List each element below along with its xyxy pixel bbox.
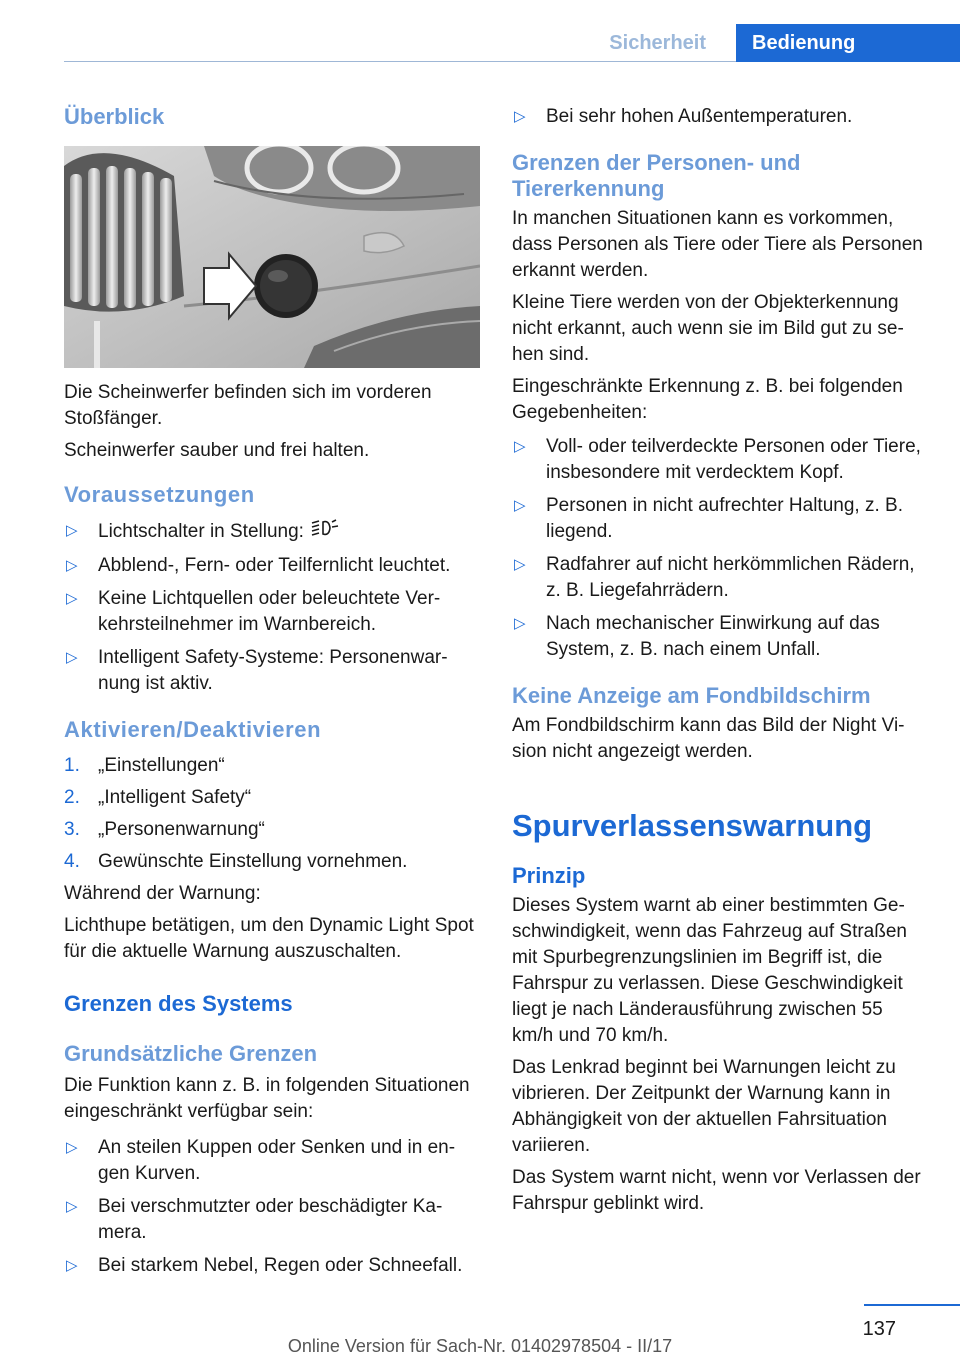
step-item: 3. „Personenwarnung“	[64, 819, 265, 840]
warning-paragraph-1: Während der Warnung:	[64, 883, 261, 904]
activate-heading: Aktivieren/Deaktivieren	[64, 717, 322, 742]
basic-limits-heading: Grundsätzliche Grenzen	[64, 1041, 318, 1066]
prerequisites-list	[64, 518, 480, 697]
step-item: 4. Gewünschte Einstellung vornehmen.	[64, 851, 408, 872]
step-item: 2. „Intelligent Safety“	[64, 787, 252, 808]
list-item: ▷ Voll- oder teilverdeckte Personen oder Tiere, insbesondere mit verdecktem Kopf.	[514, 436, 921, 483]
list-item: ▷ Intelligent Safety-Systeme: Personenwarnung ist aktiv.	[66, 647, 448, 694]
warning-paragraph-2: Lichthupe betätigen, um den Dynamic Light Spot für die aktuelle Warnung auszuschalten.	[64, 915, 474, 962]
activate-steps	[64, 753, 480, 875]
triangle-bullet-icon: ▷	[514, 497, 526, 514]
list-item: ▷ Abblend-, Fern- oder Teilfernlicht leuchtet.	[64, 553, 480, 579]
page-number: 137	[862, 1318, 896, 1340]
lane-departure-heading: Spurverlassenswarnung	[512, 808, 873, 843]
intro-paragraph-1: Die Scheinwerfer befinden sich im vorderen Stoßfänger.	[64, 382, 432, 429]
overview-heading: Überblick	[64, 104, 165, 129]
list-item: ▷ Radfahrer auf nicht herkömmlichen Rädern, z. B. Liegefahrrädern.	[514, 554, 915, 601]
step-item: 1. „Einstellungen“	[64, 755, 225, 776]
person-paragraph-1: In manchen Situationen kann es vorkommen, dass Personen als Tiere oder Tiere als Personen erkannt werden.	[512, 208, 923, 281]
list-item: ▷ Personen in nicht aufrechter Haltung, z. B. liegend.	[514, 495, 903, 542]
list-item: ▷ Bei starkem Nebel, Regen oder Schneefall.	[64, 1253, 480, 1279]
online-version-footer: Online Version für Sach-Nr. 01402978504 - II/17	[287, 1336, 673, 1356]
list-item: ▷ Bei verschmutzter oder beschädigter Kamera.	[66, 1196, 443, 1243]
person-paragraph-2: Kleine Tiere werden von der Objekterkennung nicht erkannt, auch wenn sie im Bild gut zu sehen sind.	[512, 292, 904, 365]
principle-heading: Prinzip	[512, 863, 586, 888]
rear-display-paragraph: Am Fondbildschirm kann das Bild der Night Vision nicht angezeigt werden.	[512, 715, 905, 762]
headlight-photo	[64, 146, 480, 368]
triangle-bullet-icon: ▷	[66, 1139, 78, 1156]
principle-paragraph-2: Das Lenkrad beginnt bei Warnungen leicht zu vibrieren. Der Zeitpunkt der Warnung kann in Abhängigkeit von der aktuellen Fahrsituation variieren.	[512, 1057, 896, 1156]
triangle-bullet-icon: ▷	[66, 1198, 78, 1215]
person-limits-list	[512, 434, 928, 663]
list-item: ▷ Bei sehr hohen Außentemperaturen.	[512, 104, 928, 130]
triangle-bullet-icon: ▷	[514, 615, 526, 632]
tab-bedienung[interactable]: Bedienung	[736, 24, 960, 62]
person-paragraph-3: Eingeschränkte Erkennung z. B. bei folgenden Gegebenheiten:	[512, 376, 903, 423]
list-item: ▷ Lichtschalter in Stellung:	[64, 518, 480, 546]
triangle-bullet-icon: ▷	[514, 108, 526, 125]
page-number-rule	[864, 1304, 960, 1306]
rear-display-heading: Keine Anzeige am Fondbildschirm	[512, 683, 871, 708]
left-column	[64, 100, 480, 1286]
basic-limits-paragraph: Die Funktion kann z. B. in folgenden Situationen eingeschränkt verfügbar sein:	[64, 1075, 470, 1122]
list-item: ▷ Nach mechanischer Einwirkung auf das System, z. B. nach einem Unfall.	[514, 613, 880, 660]
triangle-bullet-icon: ▷	[66, 557, 78, 574]
list-item: ▷ An steilen Kuppen oder Senken und in engen Kurven.	[66, 1137, 456, 1184]
temperature-list	[512, 104, 928, 130]
principle-paragraph-1: Dieses System warnt ab einer bestimmten Geschwindigkeit, wenn das Fahrzeug auf Straßen mit Spurbegrenzungslinien im Begriff ist, die Fahrspur zu verlassen. Diese Geschwindigkeit liegt je nach Länderausführung zwischen 55 km/h und 70 km/h.	[512, 895, 907, 1046]
triangle-bullet-icon: ▷	[66, 1257, 78, 1274]
prerequisites-heading: Voraussetzungen	[64, 482, 255, 507]
intro-paragraph-2: Scheinwerfer sauber und frei halten.	[64, 440, 370, 461]
triangle-bullet-icon: ▷	[514, 556, 526, 573]
person-limits-heading: Grenzen der Personen- und Tiererkennung	[512, 150, 801, 201]
triangle-bullet-icon: ▷	[514, 438, 526, 455]
basic-limits-list	[64, 1135, 480, 1279]
tab-sicherheit[interactable]: Sicherheit	[609, 32, 706, 54]
principle-paragraph-3: Das System warnt nicht, wenn vor Verlassen der Fahrspur geblinkt wird.	[512, 1167, 921, 1214]
headlight-washer-illustration	[64, 146, 480, 368]
right-column	[512, 100, 928, 1217]
light-switch-icon	[310, 518, 340, 546]
limits-heading: Grenzen des Systems	[64, 991, 293, 1016]
list-item: ▷ Keine Lichtquellen oder beleuchtete Verkehrsteilnehmer im Warnbereich.	[66, 588, 441, 635]
triangle-bullet-icon: ▷	[66, 522, 78, 539]
triangle-bullet-icon: ▷	[66, 649, 78, 666]
triangle-bullet-icon: ▷	[66, 590, 78, 607]
